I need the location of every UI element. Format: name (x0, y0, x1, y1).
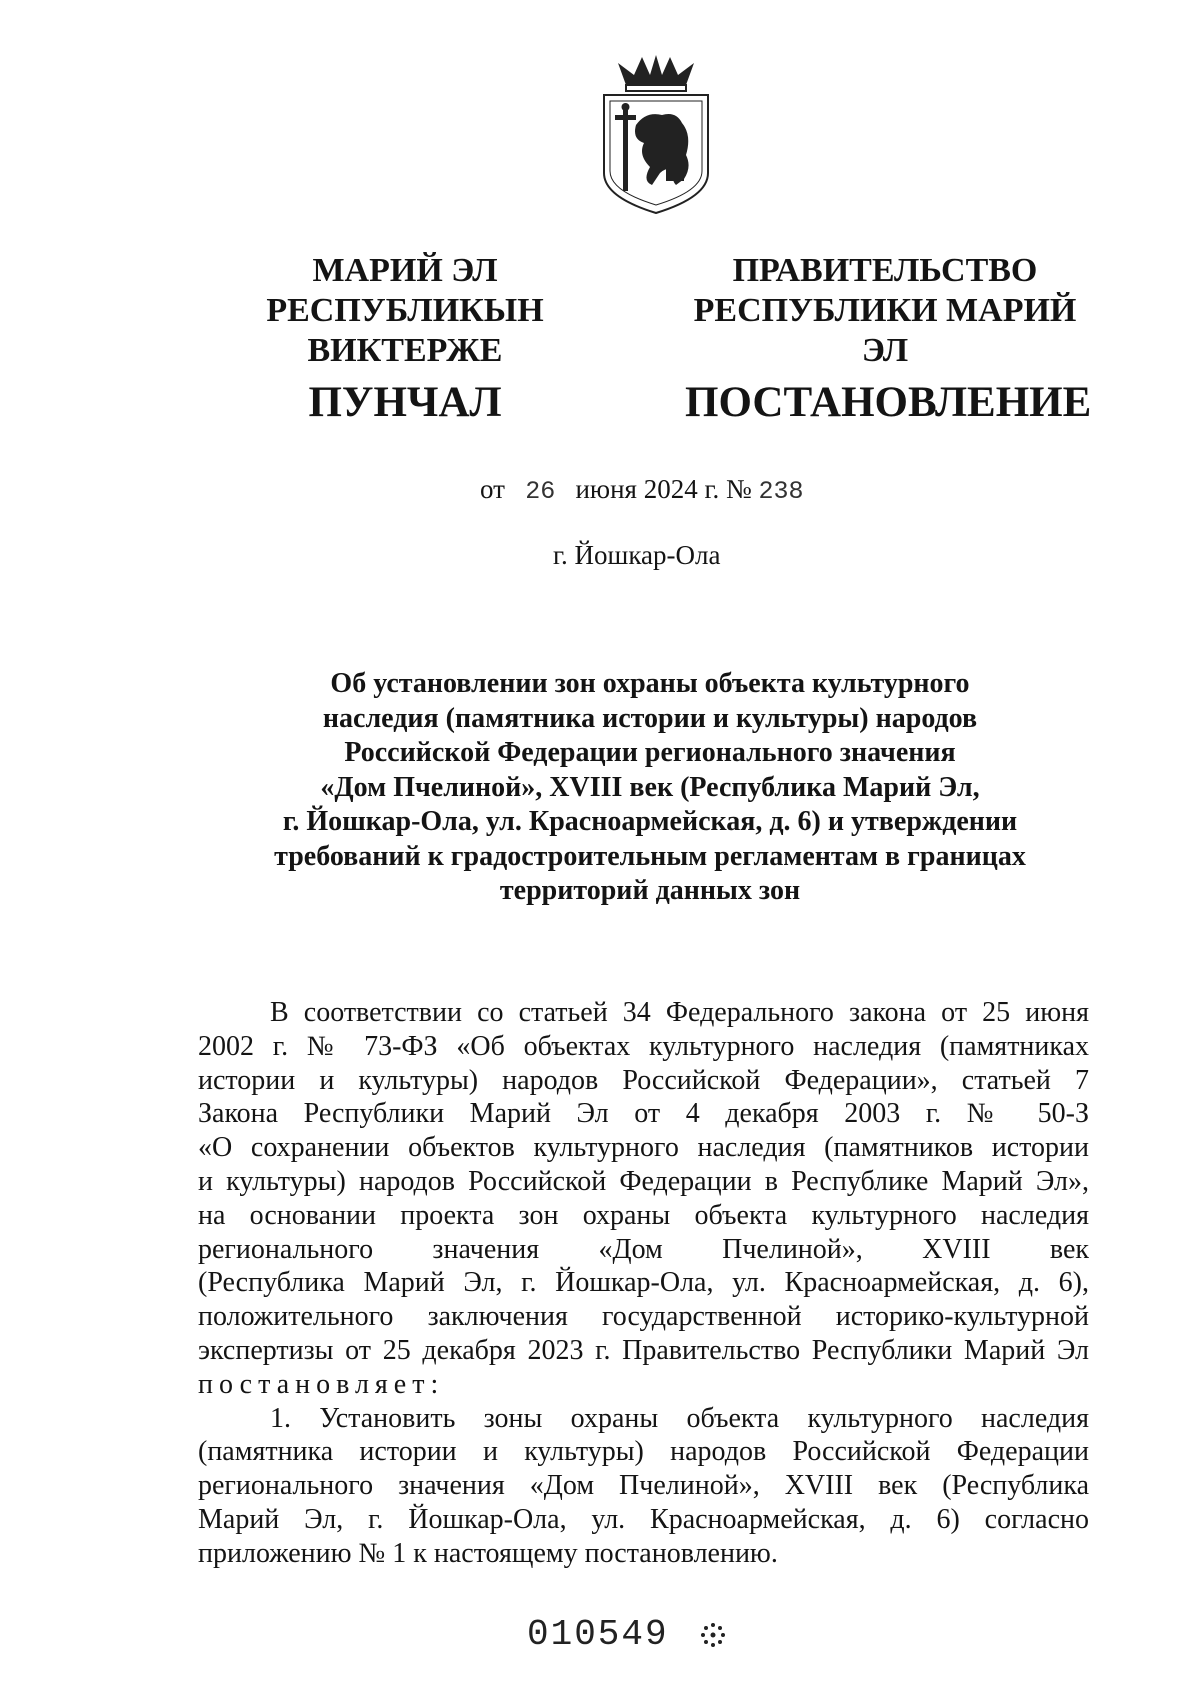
dateline-number: 238 (758, 477, 804, 506)
title-line: Российской Федерации регионального значения (344, 737, 956, 768)
body-line: истории и культуры) народов Российской Федерации», статьей 7 (198, 1064, 1089, 1096)
body-line: (памятника истории и культуры) народов Российской Федерации (198, 1436, 1089, 1468)
body-line: Закона Республики Марий Эл от 4 декабря 2003 г. № 50-З (198, 1098, 1089, 1130)
body-line: (Республика Марий Эл, г. Йошкар-Ола, ул. Красноармейская, д. 6), (198, 1267, 1089, 1299)
header-right-line1: ПРАВИТЕЛЬСТВО (732, 252, 1038, 289)
document-title (210, 667, 1090, 909)
header-left-line2: ВИКТЕРЖЕ (307, 332, 503, 369)
body-line: приложению № 1 к настоящему постановлению. (198, 1537, 778, 1569)
header-right-line3: ПОСТАНОВЛЕНИЕ (685, 379, 1092, 426)
body-line: экспертизы от 25 декабря 2023 г. Правительство Республики Марий Эл (198, 1334, 1089, 1366)
body-line: 1. Установить зоны охраны объекта культурного наследия (270, 1402, 1089, 1434)
coat-of-arms-icon (596, 55, 716, 217)
body-line-resolves: постановляет: (198, 1368, 445, 1400)
form-serial-number: 010549 (527, 1614, 669, 1655)
title-line: Об установлении зон охраны объекта культурного (330, 668, 970, 699)
body-line: регионального значения «Дом Пчелиной», XVIII век (198, 1233, 1089, 1265)
title-line: территорий данных зон (499, 875, 801, 906)
body-line: 2002 г. № 73-ФЗ «Об объектах культурного наследия (памятниках (198, 1030, 1089, 1062)
body-line: положительного заключения государственной историко-культурной (198, 1301, 1089, 1333)
header-russian-title (685, 251, 1092, 427)
document-city: г. Йошкар-Ола (553, 540, 721, 570)
title-line: г. Йошкар-Ола, ул. Красноармейская, д. 6) и утверждении (282, 806, 1018, 837)
asterisk-mark-icon (700, 1622, 726, 1648)
body-line: регионального значения «Дом Пчелиной», XVIII век (Республика (198, 1470, 1089, 1502)
body-line: В соответствии со статьей 34 Федерального закона от 25 июня (270, 997, 1089, 1028)
title-line: «Дом Пчелиной», XVIII век (Республика Марий Эл, (320, 771, 980, 803)
header-mari-title (185, 251, 625, 427)
title-line: требований к градостроительным регламентам в границах (274, 840, 1026, 872)
dateline-month-year: июня 2024 г. № (575, 474, 752, 504)
header-left-line3: ПУНЧАЛ (308, 379, 502, 426)
document-body (198, 996, 1089, 1571)
header-left-line1: МАРИЙ ЭЛ РЕСПУБЛИКЫН (266, 252, 544, 329)
body-line: «О сохранении объектов культурного наследия (памятников истории (198, 1132, 1089, 1164)
header-right-line2: РЕСПУБЛИКИ МАРИЙ ЭЛ (693, 292, 1077, 369)
title-line: наследия (памятника истории и культуры) народов (322, 702, 978, 734)
body-line: на основании проекта зон охраны объекта культурного наследия (198, 1199, 1089, 1231)
body-line: и культуры) народов Российской Федерации в Республике Марий Эл», (198, 1165, 1089, 1197)
dateline-day: 26 (525, 477, 556, 506)
document-dateline (480, 474, 804, 506)
dateline-prefix: от (480, 474, 505, 504)
body-line: Марий Эл, г. Йошкар-Ола, ул. Красноармейская, д. 6) согласно (198, 1503, 1089, 1535)
